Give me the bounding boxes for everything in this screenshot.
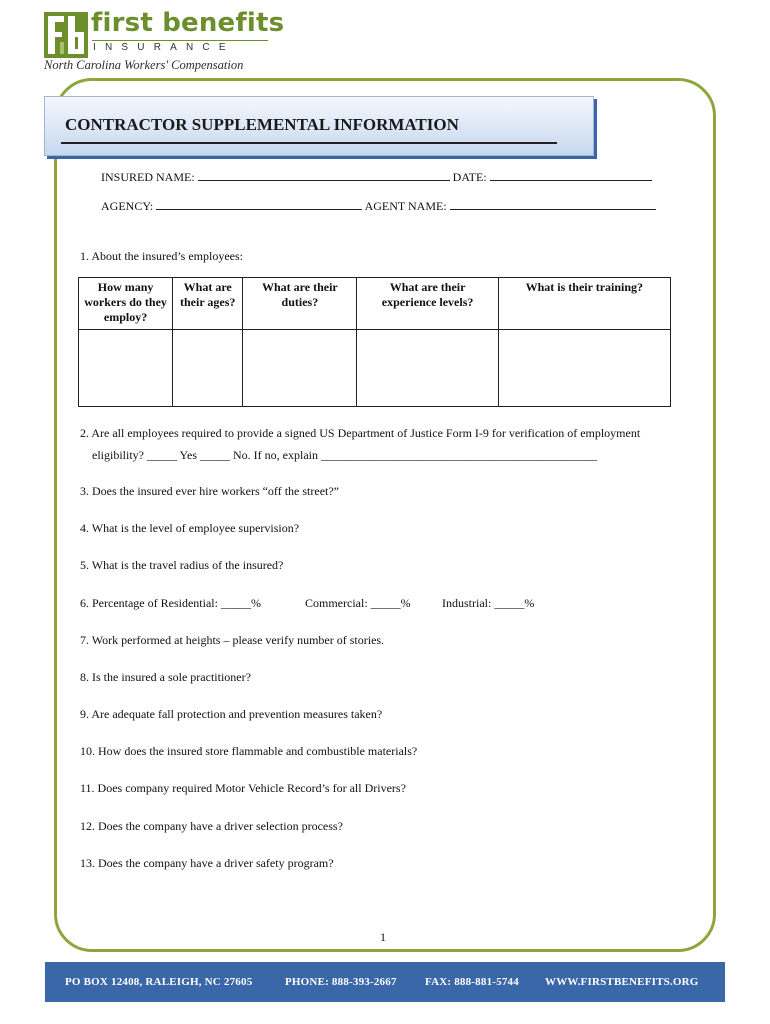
question-13: 13. Does the company have a driver safety program? — [80, 856, 334, 870]
cell-workers[interactable] — [79, 330, 173, 407]
question-2-line-1: 2. Are all employees required to provide a signed US Department of Justice Form I-9 for verification of employment — [80, 426, 641, 440]
insured-name-row — [101, 170, 652, 185]
fb-logo-icon — [44, 12, 88, 58]
question-2-eligibility: eligibility? _____ Yes _____ No. If no, explain — [92, 448, 318, 462]
question-7: 7. Work performed at heights – please verify number of stories. — [80, 633, 385, 647]
company-logo — [44, 8, 285, 74]
question-6-industrial: Industrial: _____% — [442, 596, 535, 610]
title-underline — [61, 142, 557, 144]
cell-ages[interactable] — [173, 330, 243, 407]
agent-name-field[interactable] — [450, 199, 656, 210]
header-experience: What are their experience levels? — [357, 278, 498, 330]
cell-training[interactable] — [498, 330, 670, 407]
question-4: 4. What is the level of employee supervision? — [80, 521, 300, 535]
agency-row — [101, 199, 656, 214]
logo-subtitle: INSURANCE — [93, 42, 235, 53]
agent-name-label: AGENT NAME: — [364, 199, 447, 213]
title-banner — [44, 96, 594, 156]
question-2-explain-field[interactable]: ______________________________________________ — [320, 448, 597, 462]
header-ages: What are their ages? — [173, 278, 243, 330]
header-duties: What are their duties? — [243, 278, 357, 330]
question-12: 12. Does the company have a driver selection process? — [80, 819, 343, 833]
question-2-line-2 — [92, 448, 597, 463]
agency-field[interactable] — [156, 199, 362, 210]
question-6-residential: 6. Percentage of Residential: _____% — [80, 596, 261, 610]
employee-table — [78, 277, 671, 407]
footer-address: PO BOX 12408, RALEIGH, NC 27605 — [65, 976, 253, 988]
question-6-commercial: Commercial: _____% — [305, 596, 411, 610]
cell-experience[interactable] — [357, 330, 498, 407]
question-9: 9. Are adequate fall protection and prevention measures taken? — [80, 707, 383, 721]
header-workers: How many workers do they employ? — [79, 278, 173, 330]
table-row — [79, 330, 671, 407]
footer-phone: PHONE: 888-393-2667 — [285, 976, 397, 988]
footer-website[interactable]: WWW.FIRSTBENEFITS.ORG — [545, 976, 699, 988]
page-number: 1 — [380, 930, 386, 944]
insured-name-label: INSURED NAME: — [101, 170, 195, 184]
insured-name-field[interactable] — [198, 170, 450, 181]
page-title: CONTRACTOR SUPPLEMENTAL INFORMATION — [65, 115, 459, 134]
question-3: 3. Does the insured ever hire workers “off the street?” — [80, 484, 340, 498]
logo-name: first benefits — [91, 8, 285, 38]
header-training: What is their training? — [498, 278, 670, 330]
logo-tagline: North Carolina Workers' Compensation — [44, 58, 244, 72]
question-5: 5. What is the travel radius of the insured? — [80, 558, 284, 572]
footer-fax: FAX: 888-881-5744 — [425, 976, 519, 988]
logo-divider — [92, 40, 268, 41]
cell-duties[interactable] — [243, 330, 357, 407]
question-1: 1. About the insured’s employees: — [80, 249, 243, 263]
agency-label: AGENCY: — [101, 199, 154, 213]
footer-bar — [45, 962, 725, 1002]
table-header-row — [79, 278, 671, 330]
question-8: 8. Is the insured a sole practitioner? — [80, 670, 251, 684]
date-field[interactable] — [490, 170, 652, 181]
question-11: 11. Does company required Motor Vehicle Record’s for all Drivers? — [80, 781, 406, 795]
question-10: 10. How does the insured store flammable and combustible materials? — [80, 744, 418, 758]
date-label: DATE: — [452, 170, 487, 184]
